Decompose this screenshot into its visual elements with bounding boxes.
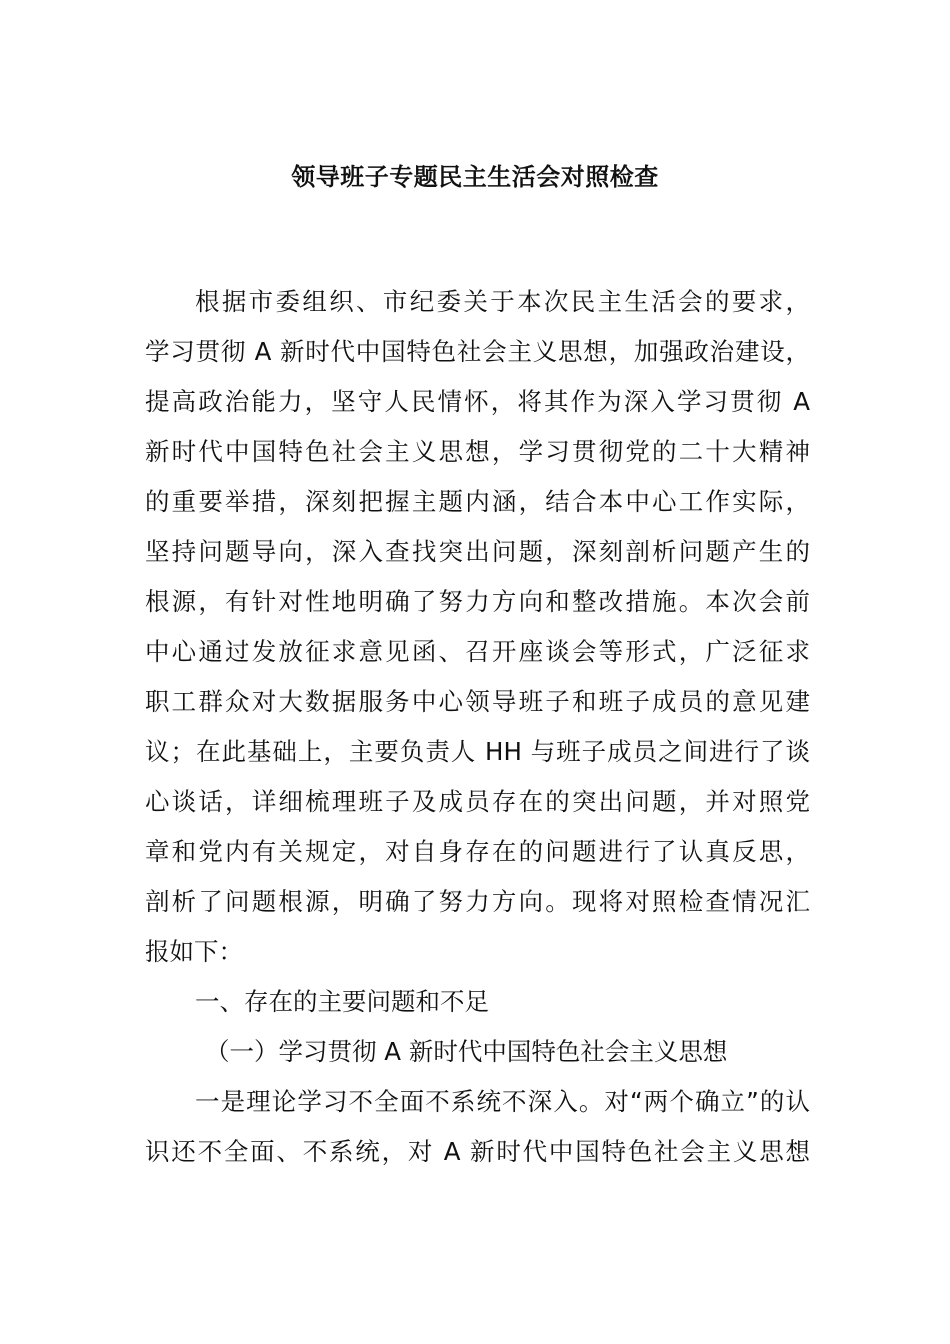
- paragraph-line: 识还不全面、不系统，对 A 新时代中国特色社会主义思想: [145, 1137, 810, 1166]
- paragraph-line: 报如下：: [145, 937, 243, 966]
- paragraph-line: 剖析了问题根源，明确了努力方向。现将对照检查情况汇: [145, 887, 810, 916]
- paragraph-line: 议；在此基础上，主要负责人 HH 与班子成员之间进行了谈: [145, 737, 810, 766]
- paragraph-line: 一是理论学习不全面不系统不深入。对“两个确立”的认: [195, 1087, 810, 1116]
- paragraph-line: 根据市委组织、市纪委关于本次民主生活会的要求，: [195, 287, 810, 316]
- document-title: 领导班子专题民主生活会对照检查: [291, 163, 659, 191]
- paragraph-line: 心谈话，详细梳理班子及成员存在的突出问题，并对照党: [145, 787, 810, 816]
- paragraph-line: 提高政治能力，坚守人民情怀，将其作为深入学习贯彻 A: [145, 387, 810, 416]
- subsection-heading: （一）学习贯彻 A 新时代中国特色社会主义思想: [205, 1037, 728, 1066]
- paragraph-line: 的重要举措，深刻把握主题内涵，结合本中心工作实际，: [145, 487, 810, 516]
- paragraph-line: 章和党内有关规定，对自身存在的问题进行了认真反思，: [145, 837, 810, 866]
- paragraph-line: 学习贯彻 A 新时代中国特色社会主义思想，加强政治建设，: [145, 337, 810, 366]
- paragraph-line: 中心通过发放征求意见函、召开座谈会等形式，广泛征求: [145, 637, 810, 666]
- paragraph-line: 新时代中国特色社会主义思想，学习贯彻党的二十大精神: [145, 437, 810, 466]
- paragraph-line: 坚持问题导向，深入查找突出问题，深刻剖析问题产生的: [145, 537, 810, 566]
- section-heading: 一、存在的主要问题和不足: [195, 987, 489, 1016]
- paragraph-line: 根源，有针对性地明确了努力方向和整改措施。本次会前: [145, 587, 810, 616]
- paragraph-line: 职工群众对大数据服务中心领导班子和班子成员的意见建: [145, 687, 810, 716]
